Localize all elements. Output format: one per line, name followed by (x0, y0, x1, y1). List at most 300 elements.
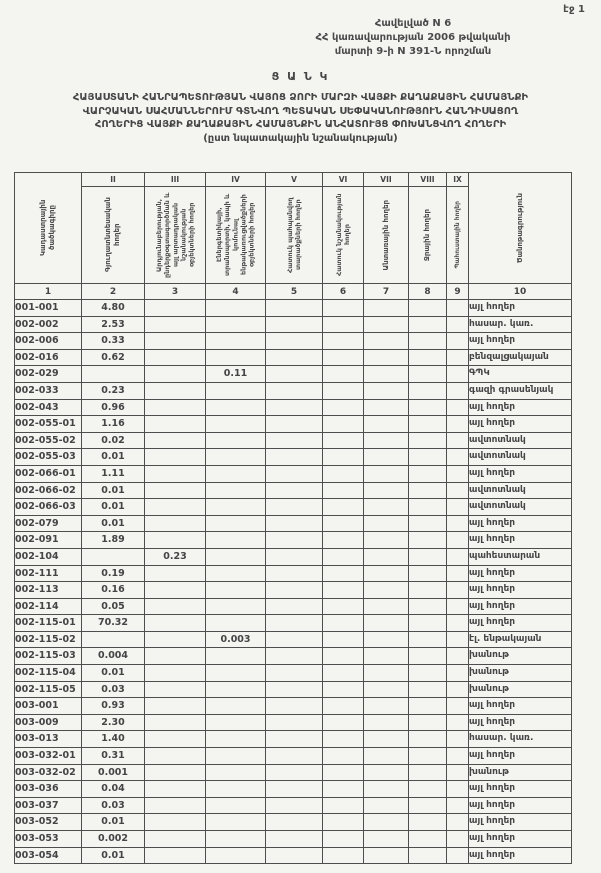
cadastral-code-cell: 002-104 (15, 548, 82, 565)
area-value-cell-col6 (323, 665, 364, 682)
area-value-cell-col4 (206, 814, 266, 831)
area-value-cell-col8 (409, 665, 447, 682)
area-value-cell-col3 (145, 797, 206, 814)
area-value-cell-col9 (447, 665, 469, 682)
table-row (15, 847, 572, 864)
area-value-cell-col9 (447, 416, 469, 433)
area-value-cell-col7 (364, 532, 409, 549)
area-value-cell-col9 (447, 482, 469, 499)
title-line-1: ՀԱՅԱՍՏԱՆԻ ՀԱՆՐԱՊԵՏՈՒԹՅԱՆ ՎԱՅՈՑ ՁՈՐԻ ՄԱՐԶԻ ՎԱՅՔԻ ՔԱՂԱՔԱՅԻՆ ՀԱՄԱՅՆՔԻ (72, 92, 529, 103)
cadastral-code-cell: 002-115-02 (15, 631, 82, 648)
area-value-cell-col7 (364, 582, 409, 599)
cadastral-code-cell: 003-036 (15, 781, 82, 798)
area-value-cell-col7 (364, 432, 409, 449)
area-value-cell-col6 (323, 648, 364, 665)
cadastral-code-cell: 003-009 (15, 714, 82, 731)
area-value-cell-col3 (145, 665, 206, 682)
area-value-cell-col7 (364, 316, 409, 333)
area-value-cell-col8 (409, 731, 447, 748)
area-value-cell-col2: 0.03 (82, 681, 145, 698)
cadastral-code-cell: 003-032-02 (15, 764, 82, 781)
cadastral-code-cell: 002-115-04 (15, 665, 82, 682)
remark-cell: խանութ (469, 648, 572, 665)
area-value-cell-col5 (266, 781, 323, 798)
cadastral-code-cell: 002-115-03 (15, 648, 82, 665)
area-value-cell-col2: 0.01 (82, 665, 145, 682)
cadastral-code-cell: 003-001 (15, 698, 82, 715)
area-value-cell-col6 (323, 698, 364, 715)
column-number-6: 6 (323, 284, 364, 300)
remark-cell: այլ հողեր (469, 598, 572, 615)
table-row (15, 764, 572, 781)
area-value-cell-col3 (145, 532, 206, 549)
area-value-cell-col2: 2.53 (82, 316, 145, 333)
area-value-cell-col3 (145, 847, 206, 864)
remark-cell: այլ հողեր (469, 565, 572, 582)
area-value-cell-col9 (447, 631, 469, 648)
area-value-cell-col3: 0.23 (145, 548, 206, 565)
area-value-cell-col4 (206, 532, 266, 549)
area-value-cell-col7 (364, 814, 409, 831)
area-value-cell-col6 (323, 615, 364, 632)
cadastral-code-cell: 003-013 (15, 731, 82, 748)
area-value-cell-col9 (447, 366, 469, 383)
area-value-cell-col3 (145, 515, 206, 532)
area-value-cell-col3 (145, 615, 206, 632)
area-value-cell-col7 (364, 731, 409, 748)
area-value-cell-col2: 1.40 (82, 731, 145, 748)
title-line-2: ՎԱՐՉԱԿԱՆ ՍԱՀՄԱՆՆԵՐՈՒՄ ԳՏՆՎՈՂ ՊԵՏԱԿԱՆ ՍԵՓԱԿԱՆՈՒԹՅՈՒՆ ՀԱՆԴԻՍԱՑՈՂ (82, 105, 519, 117)
area-value-cell-col6 (323, 416, 364, 433)
area-value-cell-col8 (409, 449, 447, 466)
table-row (15, 831, 572, 848)
area-value-cell-col6 (323, 382, 364, 399)
area-value-cell-col9 (447, 515, 469, 532)
column-number-5: 5 (266, 284, 323, 300)
area-value-cell-col2: 0.93 (82, 698, 145, 715)
area-value-cell-col6 (323, 681, 364, 698)
table-row (15, 333, 572, 350)
area-value-cell-col5 (266, 565, 323, 582)
roman-numeral-row (15, 173, 572, 187)
column-number-2: 2 (82, 284, 145, 300)
area-value-cell-col4 (206, 648, 266, 665)
area-value-cell-col8 (409, 565, 447, 582)
header-agricultural-lands: Գյուղատնտեսական հողեր (82, 187, 145, 284)
area-value-cell-col8 (409, 748, 447, 765)
area-value-cell-col9 (447, 399, 469, 416)
area-value-cell-col4 (206, 698, 266, 715)
area-value-cell-col3 (145, 482, 206, 499)
area-value-cell-col4 (206, 731, 266, 748)
area-value-cell-col8 (409, 499, 447, 516)
area-value-cell-col6 (323, 316, 364, 333)
remark-cell: հասար. կառ. (469, 731, 572, 748)
area-value-cell-col5 (266, 631, 323, 648)
area-value-cell-col8 (409, 316, 447, 333)
cadastral-code-cell: 002-006 (15, 333, 82, 350)
remark-cell: այլ հողեր (469, 714, 572, 731)
table-row (15, 665, 572, 682)
area-value-cell-col6 (323, 482, 364, 499)
table-row (15, 532, 572, 549)
area-value-cell-col5 (266, 665, 323, 682)
remark-cell: այլ հողեր (469, 615, 572, 632)
area-value-cell-col3 (145, 333, 206, 350)
cadastral-code-cell: 002-055-01 (15, 416, 82, 433)
area-value-cell-col2: 0.02 (82, 432, 145, 449)
area-value-cell-col7 (364, 648, 409, 665)
table-row (15, 515, 572, 532)
area-value-cell-col3 (145, 565, 206, 582)
area-value-cell-col4 (206, 382, 266, 399)
area-value-cell-col2: 0.01 (82, 482, 145, 499)
area-value-cell-col8 (409, 432, 447, 449)
roman-numeral-IV: IV (206, 173, 266, 187)
area-value-cell-col6 (323, 515, 364, 532)
remark-cell: այլ հողեր (469, 582, 572, 599)
table-row (15, 648, 572, 665)
area-value-cell-col9 (447, 781, 469, 798)
area-value-cell-col7 (364, 416, 409, 433)
area-value-cell-col4 (206, 681, 266, 698)
area-value-cell-col2 (82, 366, 145, 383)
area-value-cell-col4: 0.11 (206, 366, 266, 383)
area-value-cell-col6 (323, 582, 364, 599)
table-row (15, 781, 572, 798)
area-value-cell-col3 (145, 648, 206, 665)
area-value-cell-col2: 0.05 (82, 598, 145, 615)
area-value-cell-col2: 0.004 (82, 648, 145, 665)
area-value-cell-col4 (206, 300, 266, 317)
remark-cell: ավտոտնակ (469, 499, 572, 516)
area-value-cell-col9 (447, 548, 469, 565)
area-value-cell-col9 (447, 797, 469, 814)
remark-cell: խանութ (469, 764, 572, 781)
cadastral-code-cell: 002-002 (15, 316, 82, 333)
area-value-cell-col9 (447, 532, 469, 549)
area-value-cell-col2: 0.96 (82, 399, 145, 416)
area-value-cell-col7 (364, 831, 409, 848)
area-value-cell-col2: 1.11 (82, 465, 145, 482)
area-value-cell-col6 (323, 764, 364, 781)
header-remarks (469, 173, 572, 284)
cadastral-code-cell: 002-114 (15, 598, 82, 615)
area-value-cell-col4 (206, 764, 266, 781)
area-value-cell-col3 (145, 349, 206, 366)
area-value-cell-col9 (447, 847, 469, 864)
area-value-cell-col4 (206, 714, 266, 731)
area-value-cell-col6 (323, 565, 364, 582)
remark-cell: այլ հողեր (469, 847, 572, 864)
area-value-cell-col5 (266, 349, 323, 366)
area-value-cell-col9 (447, 698, 469, 715)
area-value-cell-col5 (266, 416, 323, 433)
column-number-9: 9 (447, 284, 469, 300)
area-value-cell-col3 (145, 814, 206, 831)
area-value-cell-col4 (206, 598, 266, 615)
area-value-cell-col5 (266, 366, 323, 383)
area-value-cell-col5 (266, 300, 323, 317)
table-row (15, 631, 572, 648)
area-value-cell-col3 (145, 764, 206, 781)
area-value-cell-col7 (364, 714, 409, 731)
area-value-cell-col4 (206, 831, 266, 848)
header-reserve-lands: Պահուստային հողեր (447, 187, 469, 284)
column-number-3: 3 (145, 284, 206, 300)
area-value-cell-col7 (364, 548, 409, 565)
roman-numeral-III: III (145, 173, 206, 187)
area-value-cell-col6 (323, 399, 364, 416)
area-value-cell-col9 (447, 714, 469, 731)
area-value-cell-col5 (266, 582, 323, 599)
table-row (15, 615, 572, 632)
remark-cell: հասար. կառ. (469, 316, 572, 333)
area-value-cell-col6 (323, 847, 364, 864)
area-value-cell-col3 (145, 781, 206, 798)
column-number-10: 10 (469, 284, 572, 300)
area-value-cell-col8 (409, 847, 447, 864)
area-value-cell-col2: 0.16 (82, 582, 145, 599)
table-row (15, 300, 572, 317)
area-value-cell-col5 (266, 714, 323, 731)
area-value-cell-col5 (266, 449, 323, 466)
area-value-cell-col2: 0.01 (82, 449, 145, 466)
area-value-cell-col2: 0.01 (82, 499, 145, 516)
header-forest-lands: Անտառային հողեր (364, 187, 409, 284)
area-value-cell-col5 (266, 847, 323, 864)
remark-cell: այլ հողեր (469, 814, 572, 831)
area-value-cell-col2: 2.30 (82, 714, 145, 731)
area-value-cell-col9 (447, 465, 469, 482)
area-value-cell-col5 (266, 333, 323, 350)
area-value-cell-col9 (447, 648, 469, 665)
remark-cell: այլ հողեր (469, 515, 572, 532)
area-value-cell-col9 (447, 565, 469, 582)
area-value-cell-col4 (206, 548, 266, 565)
remark-cell: այլ հողեր (469, 831, 572, 848)
area-value-cell-col4 (206, 781, 266, 798)
area-value-cell-col4 (206, 316, 266, 333)
remark-cell: խանութ (469, 665, 572, 682)
column-number-1: 1 (15, 284, 82, 300)
area-value-cell-col3 (145, 598, 206, 615)
table-row (15, 582, 572, 599)
area-value-cell-col5 (266, 482, 323, 499)
remark-cell: ավտոտնակ (469, 449, 572, 466)
column-number-8: 8 (409, 284, 447, 300)
table-row (15, 681, 572, 698)
area-value-cell-col5 (266, 499, 323, 516)
area-value-cell-col4 (206, 449, 266, 466)
area-value-cell-col2: 0.23 (82, 382, 145, 399)
area-value-cell-col3 (145, 631, 206, 648)
area-value-cell-col5 (266, 731, 323, 748)
area-value-cell-col2: 0.01 (82, 515, 145, 532)
area-value-cell-col3 (145, 416, 206, 433)
area-value-cell-col8 (409, 814, 447, 831)
remark-cell: այլ հողեր (469, 333, 572, 350)
area-value-cell-col2: 0.002 (82, 831, 145, 848)
area-value-cell-col5 (266, 532, 323, 549)
table-row (15, 316, 572, 333)
table-row (15, 714, 572, 731)
area-value-cell-col3 (145, 748, 206, 765)
header-cadastral-code-label: Կադաստրային ծածկագիրը (39, 199, 56, 257)
table-row (15, 482, 572, 499)
header-cadastral-code (15, 173, 82, 284)
area-value-cell-col6 (323, 831, 364, 848)
area-value-cell-col3 (145, 499, 206, 516)
area-value-cell-col4 (206, 333, 266, 350)
area-value-cell-col4 (206, 499, 266, 516)
area-value-cell-col8 (409, 333, 447, 350)
cadastral-code-cell: 003-032-01 (15, 748, 82, 765)
remark-cell: այլ հողեր (469, 416, 572, 433)
area-value-cell-col8 (409, 698, 447, 715)
area-value-cell-col2: 4.80 (82, 300, 145, 317)
area-value-cell-col2: 70.32 (82, 615, 145, 632)
area-value-cell-col2 (82, 631, 145, 648)
area-value-cell-col8 (409, 515, 447, 532)
title-subtitle: (ըստ նպատակային նշանակության) (203, 132, 398, 144)
area-value-cell-col7 (364, 598, 409, 615)
area-value-cell-col4 (206, 665, 266, 682)
area-value-cell-col6 (323, 797, 364, 814)
area-value-cell-col7 (364, 665, 409, 682)
area-value-cell-col3 (145, 316, 206, 333)
table-header (15, 173, 572, 300)
area-value-cell-col9 (447, 582, 469, 599)
area-value-cell-col7 (364, 482, 409, 499)
area-value-cell-col2: 0.62 (82, 349, 145, 366)
table-row (15, 349, 572, 366)
remark-cell: այլ հողեր (469, 532, 572, 549)
area-value-cell-col8 (409, 382, 447, 399)
remark-cell: այլ հողեր (469, 748, 572, 765)
area-value-cell-col4 (206, 748, 266, 765)
table-row (15, 499, 572, 516)
area-value-cell-col3 (145, 714, 206, 731)
area-value-cell-col8 (409, 681, 447, 698)
area-value-cell-col7 (364, 565, 409, 582)
table-row (15, 731, 572, 748)
column-number-row (15, 284, 572, 300)
column-number-7: 7 (364, 284, 409, 300)
area-value-cell-col9 (447, 333, 469, 350)
area-value-cell-col6 (323, 300, 364, 317)
header-industrial-lands: Արդյունաբերության, ընդերքօգտագործման և այլ արտադրական նշանակության օբյեկտների հողեր (145, 187, 206, 284)
cadastral-code-cell: 002-091 (15, 532, 82, 549)
header-infrastructure-lands: Էներգետիկայի, տրանսպորտի, կապի և կոմունալ ենթակառուցվածքների օբյեկտների հողեր (206, 187, 266, 284)
area-value-cell-col6 (323, 781, 364, 798)
area-value-cell-col9 (447, 300, 469, 317)
area-value-cell-col7 (364, 399, 409, 416)
area-value-cell-col4 (206, 615, 266, 632)
roman-numeral-VI: VI (323, 173, 364, 187)
table-row (15, 432, 572, 449)
area-value-cell-col2: 1.89 (82, 532, 145, 549)
area-value-cell-col9 (447, 731, 469, 748)
area-value-cell-col7 (364, 797, 409, 814)
area-value-cell-col6 (323, 432, 364, 449)
area-value-cell-col8 (409, 714, 447, 731)
area-value-cell-col7 (364, 515, 409, 532)
area-value-cell-col5 (266, 598, 323, 615)
area-value-cell-col5 (266, 465, 323, 482)
remark-cell: այլ հողեր (469, 465, 572, 482)
table-row (15, 465, 572, 482)
area-value-cell-col8 (409, 831, 447, 848)
area-value-cell-col8 (409, 300, 447, 317)
area-value-cell-col9 (447, 598, 469, 615)
area-value-cell-col5 (266, 831, 323, 848)
remark-cell: այլ հողեր (469, 300, 572, 317)
table-row (15, 449, 572, 466)
area-value-cell-col8 (409, 416, 447, 433)
area-value-cell-col8 (409, 582, 447, 599)
area-value-cell-col2: 0.04 (82, 781, 145, 798)
area-value-cell-col4 (206, 515, 266, 532)
area-value-cell-col3 (145, 698, 206, 715)
remark-cell: բենզալցակայան (469, 349, 572, 366)
area-value-cell-col7 (364, 449, 409, 466)
table-row (15, 416, 572, 433)
area-value-cell-col9 (447, 349, 469, 366)
area-value-cell-col7 (364, 615, 409, 632)
area-value-cell-col4: 0.003 (206, 631, 266, 648)
area-value-cell-col9 (447, 449, 469, 466)
appendix-line-2: ՀՀ կառավարության 2006 թվականի (315, 32, 511, 43)
area-value-cell-col9 (447, 382, 469, 399)
area-value-cell-col5 (266, 316, 323, 333)
area-value-cell-col8 (409, 764, 447, 781)
area-value-cell-col6 (323, 465, 364, 482)
remark-cell: այլ հողեր (469, 698, 572, 715)
area-value-cell-col8 (409, 797, 447, 814)
area-value-cell-col7 (364, 847, 409, 864)
area-value-cell-col7 (364, 781, 409, 798)
area-value-cell-col2: 0.001 (82, 764, 145, 781)
area-value-cell-col4 (206, 432, 266, 449)
table-row (15, 548, 572, 565)
area-value-cell-col7 (364, 748, 409, 765)
area-value-cell-col8 (409, 548, 447, 565)
cadastral-code-cell: 002-066-01 (15, 465, 82, 482)
area-value-cell-col9 (447, 499, 469, 516)
area-value-cell-col9 (447, 814, 469, 831)
area-value-cell-col3 (145, 300, 206, 317)
area-value-cell-col2: 0.03 (82, 797, 145, 814)
area-value-cell-col8 (409, 598, 447, 615)
appendix-block (263, 17, 563, 59)
area-value-cell-col6 (323, 548, 364, 565)
area-value-cell-col2: 1.16 (82, 416, 145, 433)
area-value-cell-col4 (206, 349, 266, 366)
area-value-cell-col5 (266, 764, 323, 781)
area-value-cell-col4 (206, 847, 266, 864)
area-value-cell-col7 (364, 382, 409, 399)
table-row (15, 698, 572, 715)
area-value-cell-col5 (266, 515, 323, 532)
remark-cell: այլ հողեր (469, 399, 572, 416)
title-block (0, 70, 601, 144)
cadastral-code-cell: 002-115-05 (15, 681, 82, 698)
cadastral-code-cell: 002-055-03 (15, 449, 82, 466)
remark-cell: ավտոտնակ (469, 432, 572, 449)
document-title: Ց Ա Ն Կ (271, 70, 330, 83)
appendix-line-3: մարտի 9-ի N 391-Ն որոշման (334, 46, 492, 57)
